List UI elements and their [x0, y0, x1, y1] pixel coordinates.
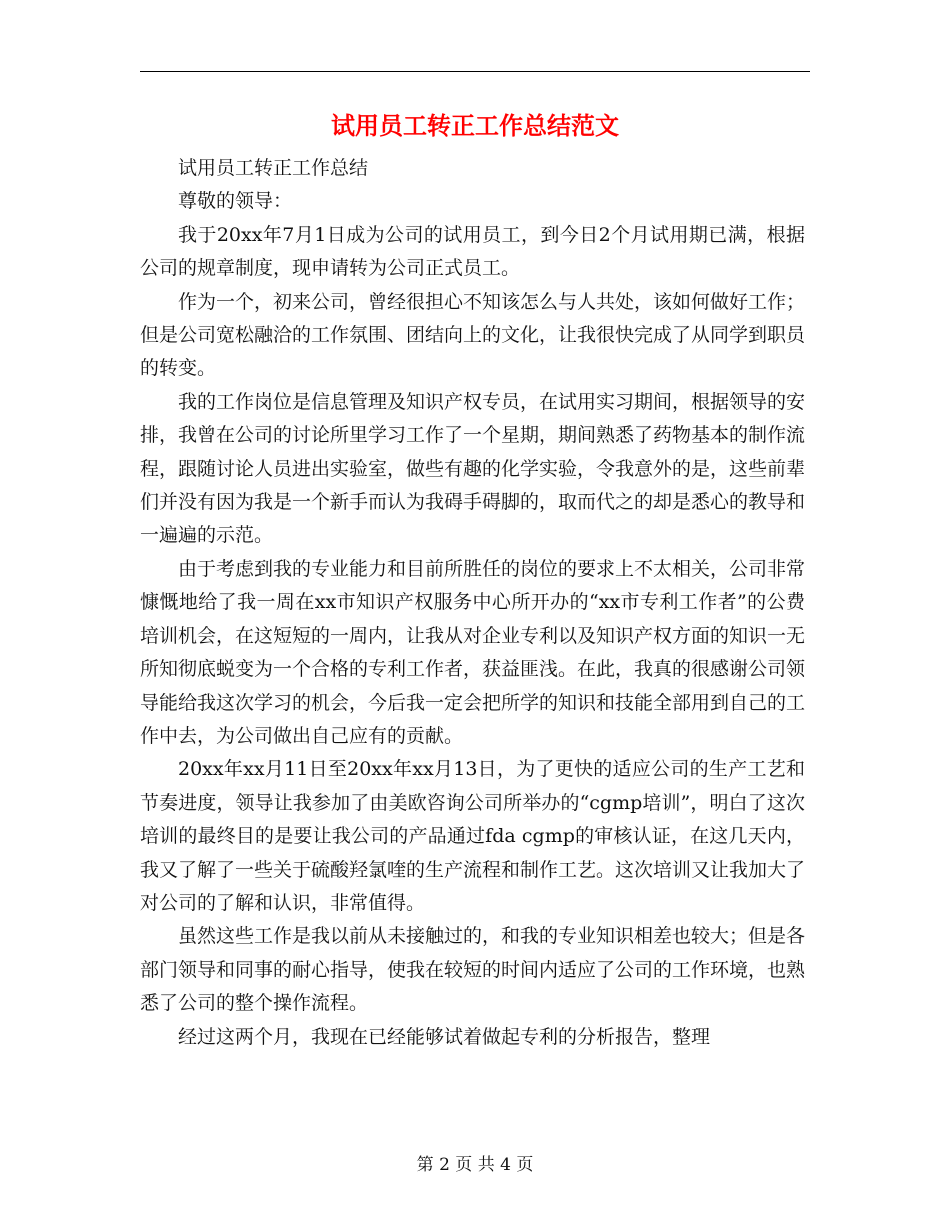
- document-body: [140, 152, 805, 1054]
- document-title: 试用员工转正工作总结范文: [331, 111, 619, 140]
- paragraph: 20xx年xx月11日至20xx年xx月13日，为了更快的适应公司的生产工艺和节奏进度，领导让我参加了由美欧咨询公司所举办的“cgmp培训”，明白了这次培训的最终目的是要让我公司的产品通过fda cgmp的审核认证，在这几天内，我又了解了一些关于硫酸羟氯喹的生产流程和制作工艺。这次培训又让我加大了对公司的了解和认识，非常值得。: [140, 758, 806, 914]
- paragraph-salutation: 尊敬的领导：: [178, 190, 293, 213]
- paragraph: 虽然这些工作是我以前从未接触过的，和我的专业知识相差也较大；但是各部门领导和同事的耐心指导，使我在较短的时间内适应了公司的工作环境，也熟悉了公司的整个操作流程。: [140, 925, 806, 1015]
- paragraph: 由于考虑到我的专业能力和目前所胜任的岗位的要求上不太相关，公司非常慷慨地给了我一周在xx市知识产权服务中心所开办的“xx市专利工作者”的公费培训机会，在这短短的一周内，让我从对企业专利以及知识产权方面的知识一无所知彻底蜕变为一个合格的专利工作者，获益匪浅。在此，我真的很感谢公司领导能给我这次学习的机会，今后我一定会把所学的知识和技能全部用到自己的工作中去，为公司做出自己应有的贡献。: [140, 557, 806, 747]
- paragraph: 经过这两个月，我现在已经能够试着做起专利的分析报告，整理: [178, 1025, 711, 1048]
- page-number: 第 2 页 共 4 页: [416, 1155, 534, 1175]
- paragraph: 我的工作岗位是信息管理及知识产权专员，在试用实习期间，根据领导的安排，我曾在公司的讨论所里学习工作了一个星期，期间熟悉了药物基本的制作流程，跟随讨论人员进出实验室，做些有趣的化学实验，令我意外的是，这些前辈们并没有因为我是一个新手而认为我碍手碍脚的，取而代之的却是悉心的教导和一遍遍的示范。: [140, 390, 806, 547]
- header-rule: [140, 71, 810, 72]
- paragraph: 作为一个，初来公司，曾经很担心不知该怎么与人共处，该如何做好工作；但是公司宽松融洽的工作氛围、团结向上的文化，让我很快完成了从同学到职员的转变。: [140, 290, 806, 380]
- paragraph: 我于20xx年7月1日成为公司的试用员工，到今日2个月试用期已满，根据公司的规章制度，现申请转为公司正式员工。: [140, 223, 805, 280]
- paragraph-subtitle: 试用员工转正工作总结: [178, 157, 369, 179]
